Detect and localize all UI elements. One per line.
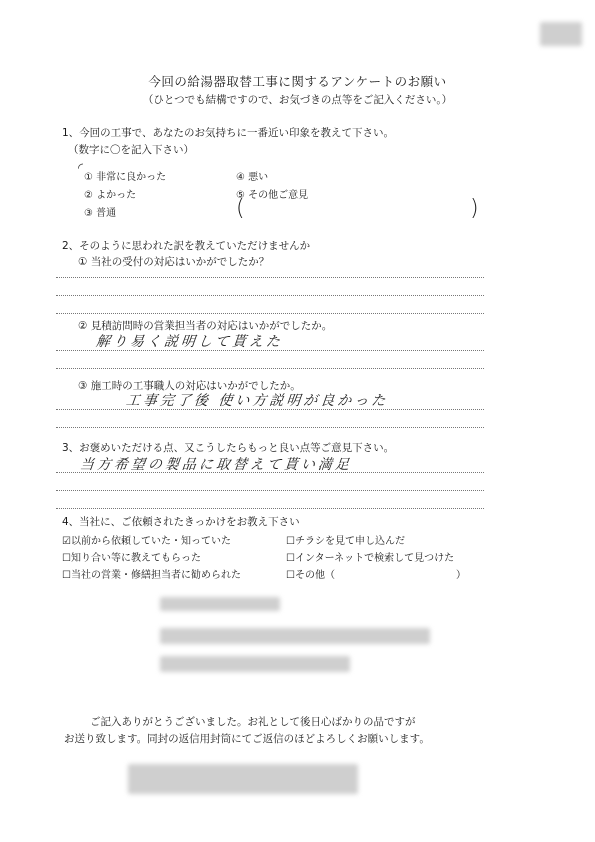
page-subtitle: （ひとつでも結構ですので、お気づきの点等をご記入ください。） [142,94,453,106]
closing-line-2: お送り致します。同封の返信用封筒にてご返信のほどよろしくお願いします。 [64,733,430,745]
q4-option-internet[interactable]: ☐インターネットで検索して見つけた [286,553,455,564]
q2-sub2-line-2[interactable] [56,368,484,369]
q2-sub1-line-2[interactable] [56,295,484,296]
q4-option-flyer[interactable]: ☐チラシを見て申し込んだ [286,536,405,547]
q2-sub2: ② 見積訪問時の営業担当者の対応はいかがでしたか。 [78,320,333,332]
q3-line-2[interactable] [56,490,484,491]
q2-sub1-line-1[interactable] [56,277,484,278]
q2-sub3-line-2[interactable] [56,427,484,428]
redacted-stamp [540,22,582,46]
q2-sub1: ① 当社の受付の対応はいかがでしたか？ [78,256,270,268]
circle-mark-icon: ◜ [78,161,84,176]
q3-line-1[interactable] [56,472,484,473]
q2-sub2-handwritten-answer: 解り易く説明して貰えた [95,334,284,350]
q1-option-2[interactable]: ② よかった [84,190,137,201]
q1-paren-open: ( [236,196,245,221]
q3-label: 3、お褒めいただける点、又こうしたらもっと良い点等ご意見下さい。 [62,442,395,454]
q2-sub3-handwritten-answer: 工事完了後 使い方説明が良かった [125,393,390,409]
redacted-name [160,656,350,672]
q1-option-4[interactable]: ④ 悪い [236,172,269,183]
redacted-date [160,597,280,611]
q1-option-5[interactable]: ⑤ その他ご意見 [236,190,309,201]
q1-instruction: （数字に〇を記入下さい） [68,144,194,156]
q3-handwritten-answer: 当方希望の製品に取替えて貰い満足 [79,457,353,473]
q2-sub2-line-1[interactable] [56,350,484,351]
closing-line-1: ご記入ありがとうございました。お礼として後日心ばかりの品ですが [90,716,416,728]
q1-paren-close: ) [470,196,479,221]
q2-sub3: ③ 施工時の工事職人の対応はいかがでしたか。 [78,380,301,392]
q4-label: 4、当社に、ご依頼されたきっかけをお教え下さい [62,516,300,528]
q2-label: 2、そのように思われた訳を教えていただけませんか [62,240,311,252]
q1-label: 1、今回の工事で、あなたのお気持ちに一番近い印象を教えて下さい。 [62,127,394,139]
q2-sub1-line-3[interactable] [56,313,484,314]
q1-option-1[interactable]: ① 非常に良かった [84,172,167,183]
q4-option-acquaintance[interactable]: ☐知り合い等に教えてもらった [62,553,201,564]
q3-line-3[interactable] [56,508,484,509]
q1-option-3[interactable]: ③ 普通 [84,208,117,219]
redacted-address [160,628,430,644]
q2-sub3-line-1[interactable] [56,409,484,410]
redacted-signature [128,764,358,794]
q4-option-sales-rep[interactable]: ☐当社の営業・修繕担当者に勧められた [62,570,241,581]
q4-option-other-close: ） [456,570,466,581]
q4-option-other[interactable]: ☐その他（ [286,570,335,581]
q4-option-known-before[interactable]: ☑以前から依頼していた・知っていた [62,536,231,547]
page-title: 今回の給湯器取替工事に関するアンケートのお願い [148,74,447,89]
